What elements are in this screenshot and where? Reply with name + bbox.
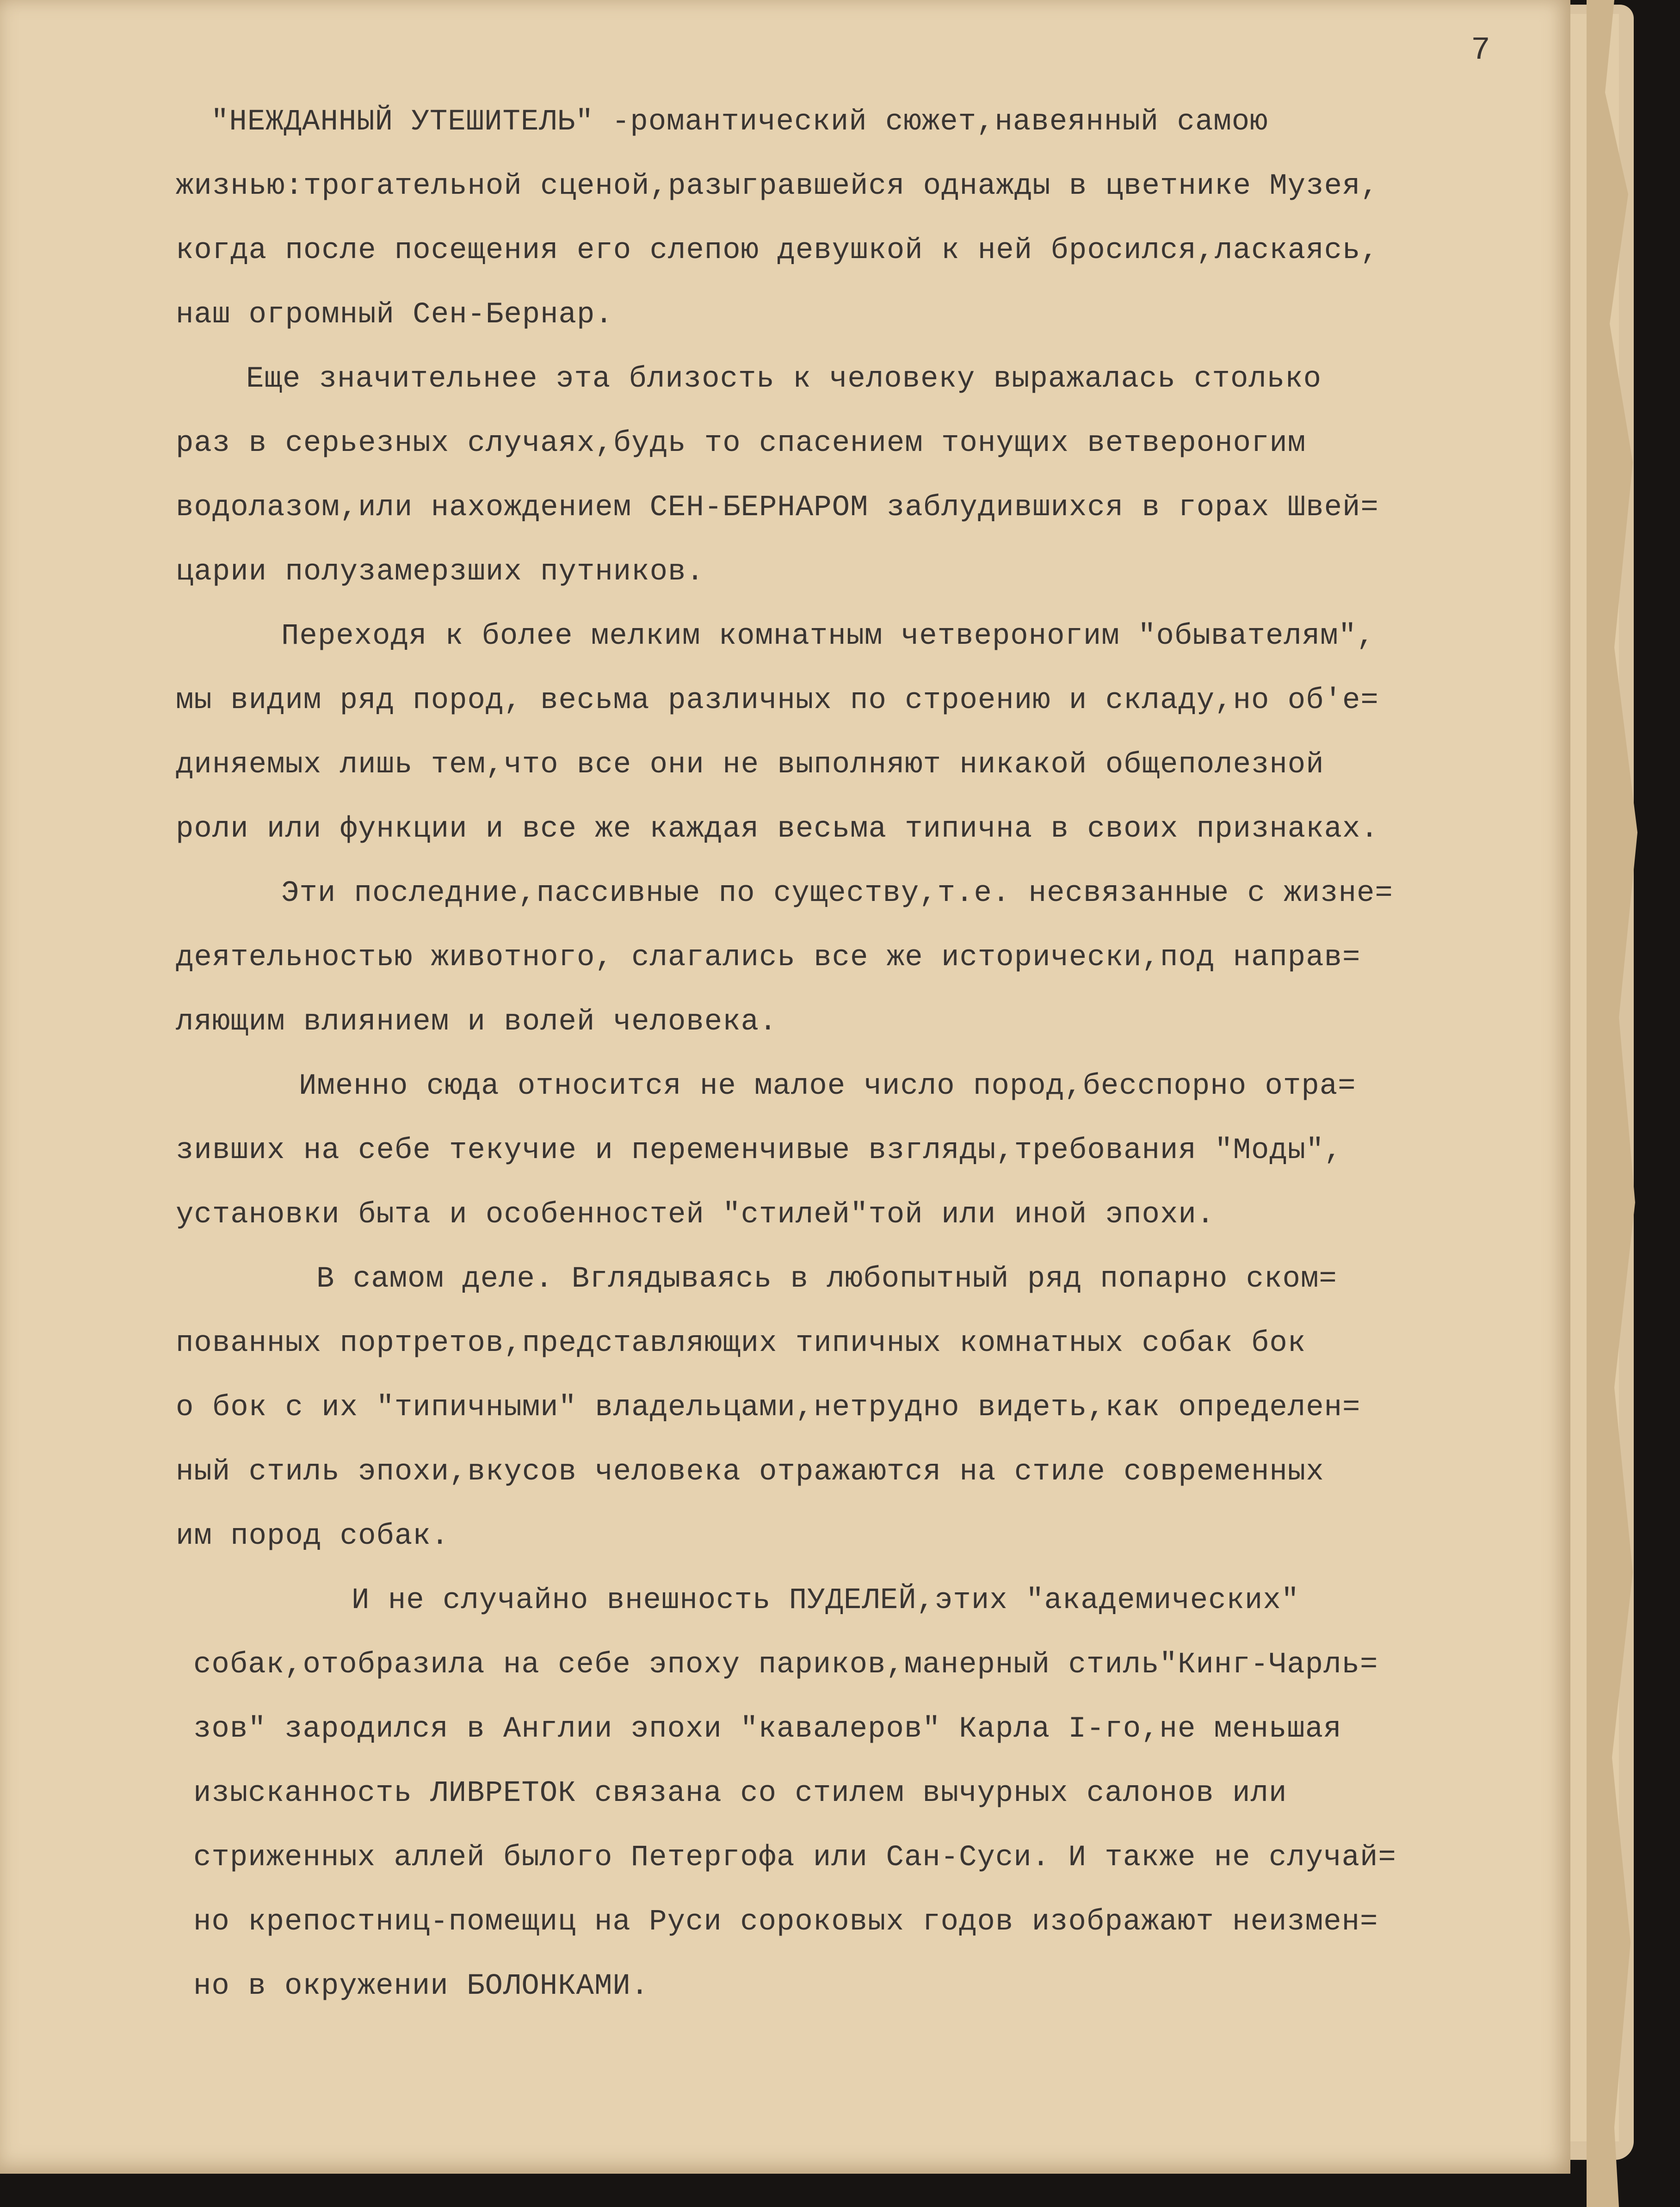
text-line: зов" зародился в Англии эпохи "кавалеров" Карла I-го,не меньшая	[193, 1713, 1342, 1746]
torn-page-edge	[1587, 0, 1642, 2207]
text-line: роли или функции и все же каждая весьма типична в своих признаках.	[176, 813, 1379, 846]
text-line: деятельностью животного, слагались все же исторически,под направ=	[176, 941, 1361, 974]
text-line: ный стиль эпохи,вкусов человека отражаются на стиле современных	[176, 1455, 1324, 1489]
text-line: установки быта и особенностей "стилей"той или иной эпохи.	[176, 1198, 1215, 1232]
text-line: им пород собак.	[176, 1520, 450, 1553]
text-line: но в окружении БОЛОНКАМИ.	[193, 1970, 649, 2003]
text-line: В самом деле. Вглядываясь в любопытный ряд попарно ском=	[316, 1263, 1337, 1296]
text-line: диняемых лишь тем,что все они не выполняют никакой общеполезной	[176, 748, 1324, 782]
text-line: когда после посещения его слепою девушкой к ней бросился,ласкаясь,	[176, 234, 1379, 267]
text-line: пованных портретов,представляющих типичных комнатных собак бок	[176, 1327, 1306, 1360]
text-line: Именно сюда относится не малое число пород,бесспорно отра=	[299, 1070, 1356, 1103]
text-line: ляющим влиянием и волей человека.	[176, 1005, 778, 1039]
text-line: но крепостниц-помещиц на Руси сороковых годов изображают неизмен=	[193, 1905, 1378, 1939]
text-line: Эти последние,пассивные по существу,т.е. несвязанные с жизне=	[281, 877, 1393, 910]
text-line: собак,отобразила на себе эпоху париков,манерный стиль"Кинг-Чарль=	[193, 1648, 1378, 1682]
text-line: раз в серьезных случаях,будь то спасением тонущих ветвероногим	[176, 427, 1306, 460]
typewritten-text	[176, 90, 1559, 2019]
text-line: "НЕЖДАННЫЙ УТЕШИТЕЛЬ" -романтический сюжет,навеянный самою	[211, 105, 1268, 139]
text-line: наш огромный Сен-Бернар.	[176, 298, 613, 332]
text-line: царии полузамерзших путников.	[176, 555, 704, 589]
text-line: Еще значительнее эта близость к человеку выражалась столько	[246, 363, 1322, 396]
page-number: 7	[1471, 32, 1491, 69]
text-line: водолазом,или нахождением СЕН-БЕРНАРОМ заблудившихся в горах Швей=	[176, 491, 1379, 524]
text-line: Переходя к более мелким комнатным четвероногим "обывателям",	[281, 620, 1375, 653]
text-line: мы видим ряд пород, весьма различных по строению и складу,но об'е=	[176, 684, 1379, 717]
text-line: жизнью:трогательной сценой,разыгравшейся однажды в цветнике Музея,	[176, 170, 1379, 203]
text-line: изысканность ЛИВРЕТОК связана со стилем вычурных салонов или	[193, 1777, 1287, 1810]
text-line: зивших на себе текучие и переменчивые взгляды,требования "Моды",	[176, 1134, 1342, 1167]
text-line: И не случайно внешность ПУДЕЛЕЙ,этих "академических"	[352, 1584, 1300, 1617]
text-line: стриженных аллей былого Петергофа или Сан-Суси. И также не случай=	[193, 1841, 1396, 1874]
text-line: о бок с их "типичными" владельцами,нетрудно видеть,как определен=	[176, 1391, 1361, 1424]
